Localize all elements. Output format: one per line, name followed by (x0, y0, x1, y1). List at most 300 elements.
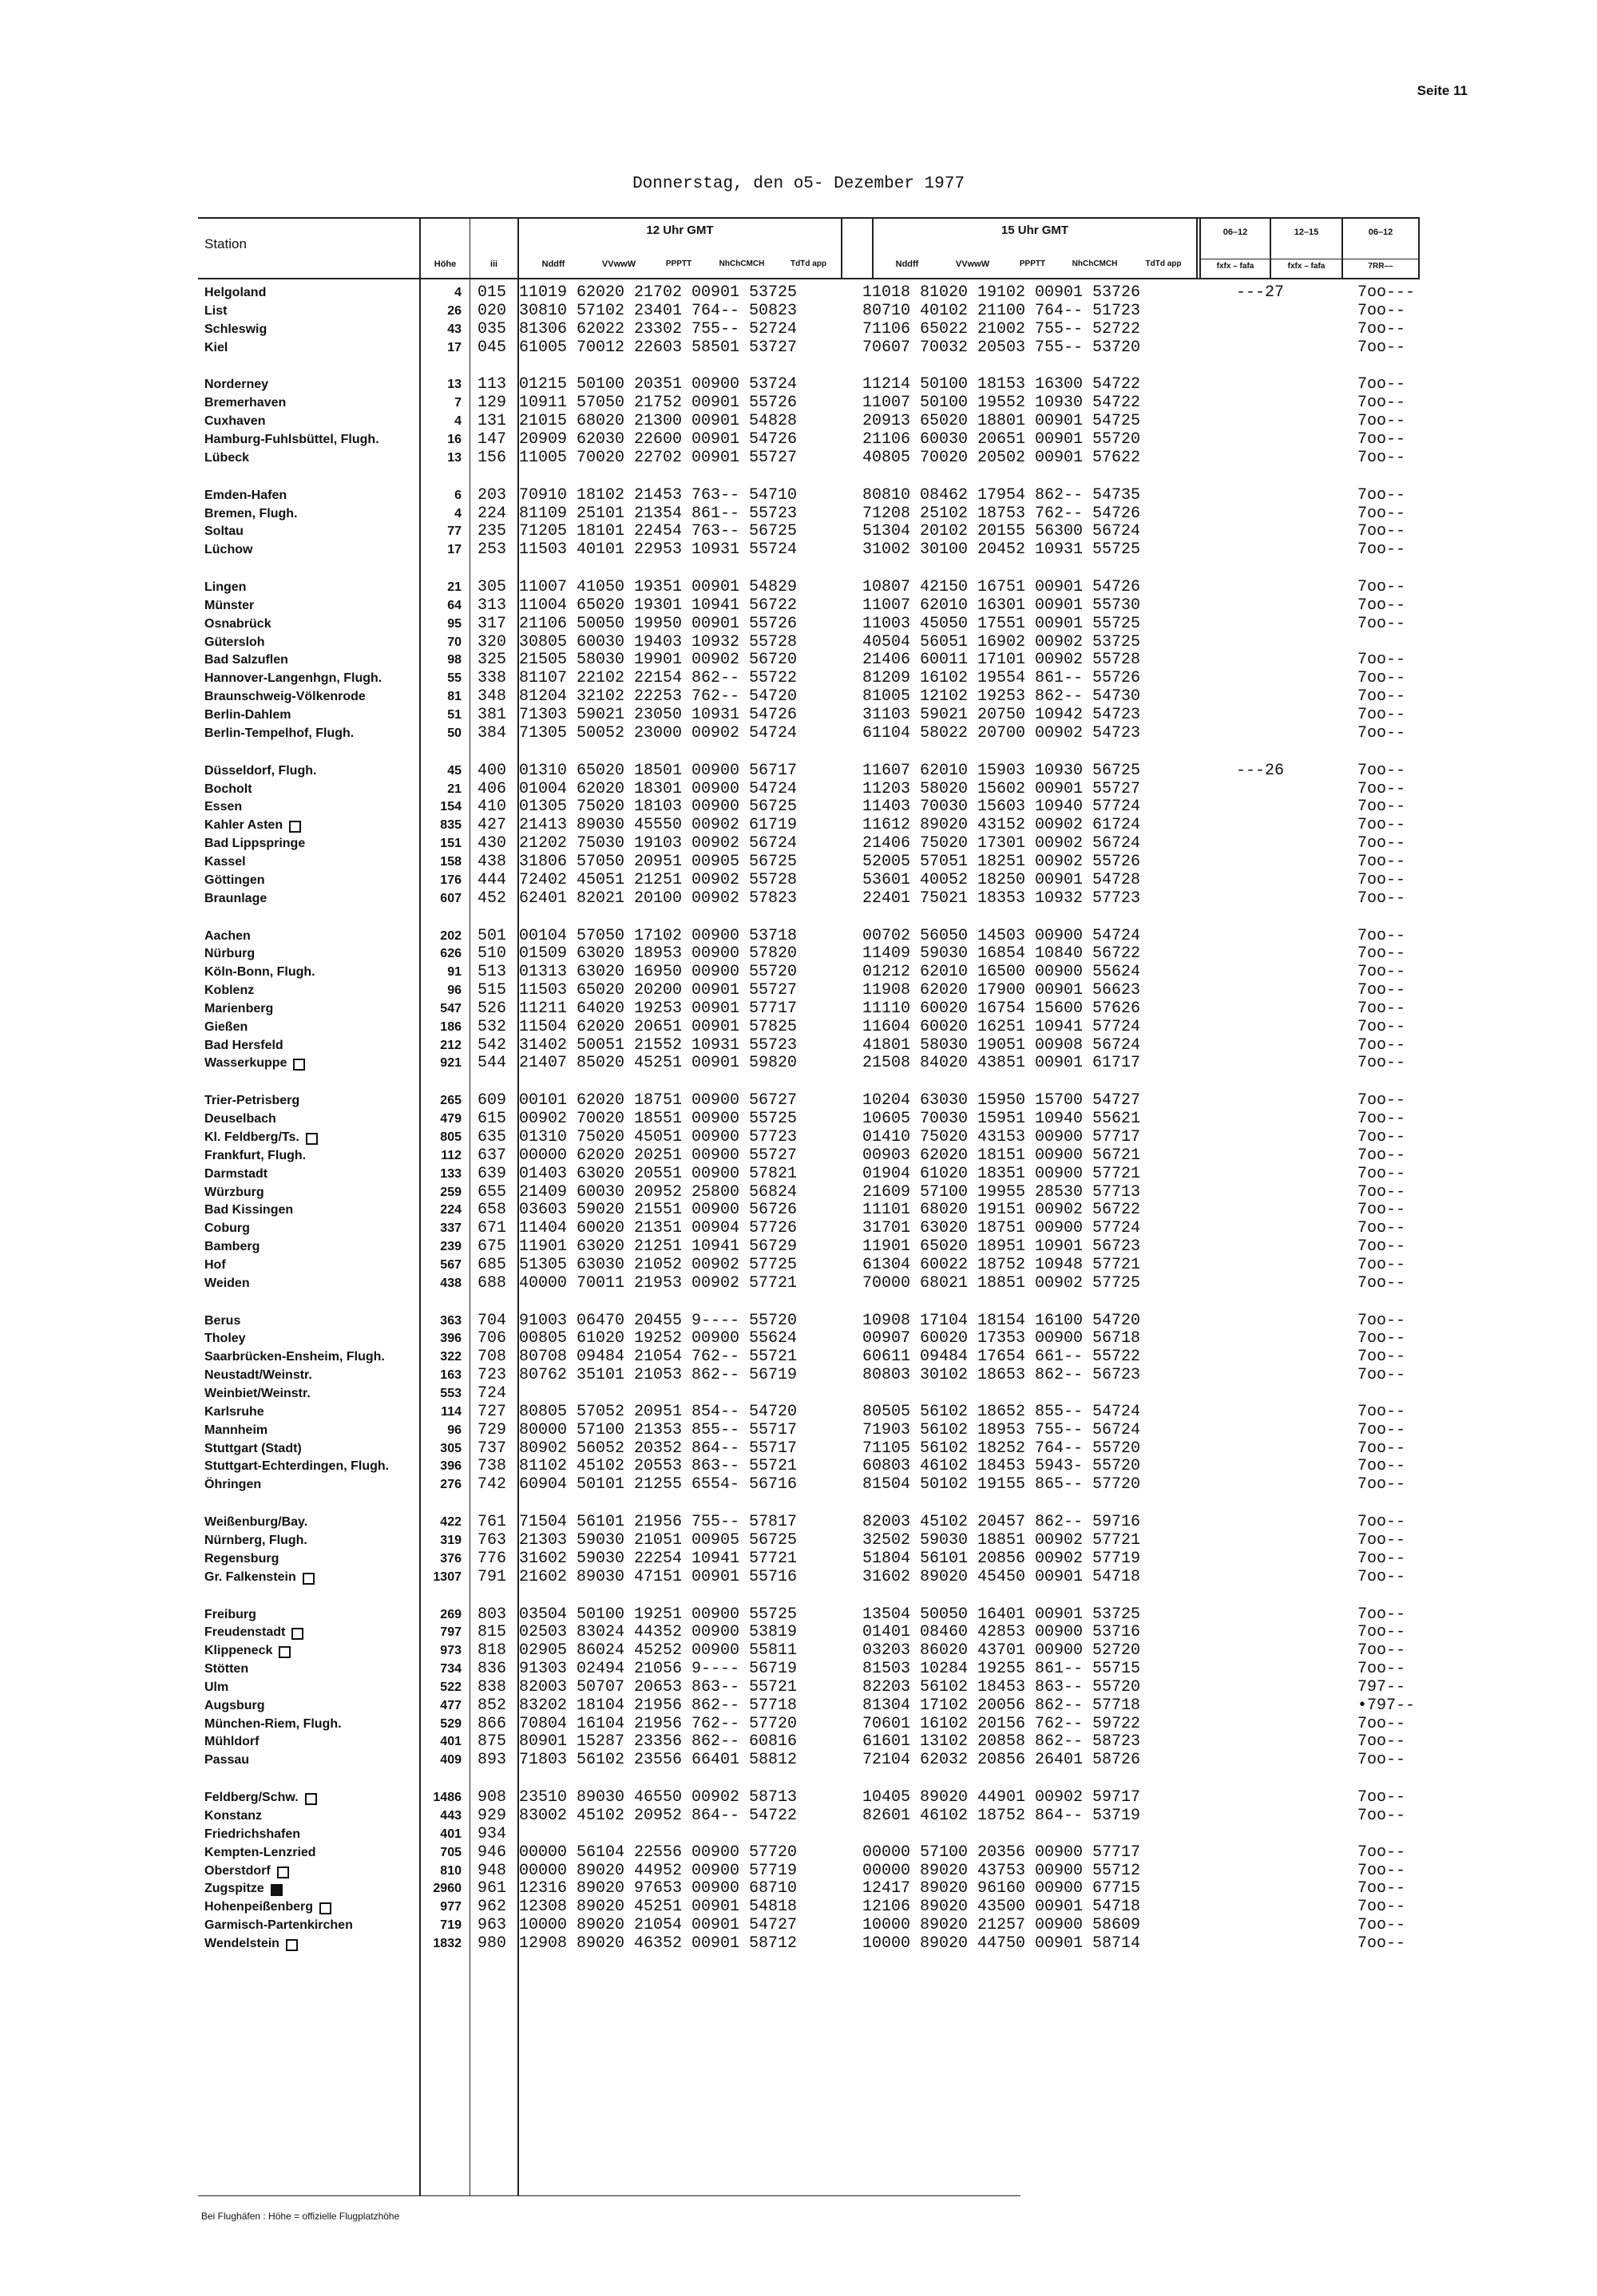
rr-06-12: 7oo-- (1357, 1091, 1406, 1110)
station-id: 384 (478, 724, 507, 742)
header-td-15: TdTd app (1145, 259, 1182, 268)
obs-15-uhr: 01212 62010 16500 00900 55624 (862, 963, 1141, 981)
station-height: 363 (440, 1314, 462, 1328)
obs-15-uhr: 31602 89020 45450 00901 54718 (862, 1568, 1141, 1586)
obs-15-uhr: 11908 62020 17900 00901 56623 (862, 981, 1141, 1000)
table-row (0, 1037, 1597, 1055)
rr-06-12: 7oo-- (1357, 1219, 1406, 1237)
obs-15-uhr: 00000 57100 20356 00900 57717 (862, 1843, 1141, 1862)
table-row (0, 1569, 1597, 1586)
station-name: Kiel (204, 341, 228, 354)
station-id: 400 (478, 762, 507, 780)
station-name: Braunlage (204, 892, 267, 905)
station-id: 866 (478, 1715, 507, 1733)
rr-06-12: 7oo-- (1357, 302, 1406, 320)
station-name: Karlsruhe (204, 1405, 264, 1419)
rr-06-12: 7oo-- (1357, 1036, 1406, 1055)
rr-06-12: 7oo-- (1357, 394, 1406, 412)
obs-12-uhr: 23510 89030 46550 00902 58713 (519, 1788, 798, 1807)
obs-12-uhr: 31806 57050 20951 00905 56725 (519, 853, 798, 871)
station-name: Frankfurt, Flugh. (204, 1149, 307, 1162)
obs-15-uhr: 10807 42150 16751 00901 54726 (862, 578, 1141, 596)
station-name: Deuselbach (204, 1112, 276, 1126)
rr-06-12: 7oo-- (1357, 1475, 1406, 1494)
rr-06-12: 7oo-- (1357, 578, 1406, 596)
rr-06-12: 7oo--- (1357, 283, 1416, 302)
station-height: 4 (454, 286, 462, 299)
obs-12-uhr: 21106 50050 19950 00901 55726 (519, 615, 798, 633)
rr-06-12: 7oo-- (1357, 1660, 1406, 1678)
rr-06-12: 7oo-- (1357, 1128, 1406, 1146)
obs-15-uhr: 82003 45102 20457 862-- 59716 (862, 1513, 1141, 1531)
obs-15-uhr: 70601 16102 20156 762-- 59722 (862, 1715, 1141, 1733)
obs-15-uhr: 01410 75020 43153 00900 57717 (862, 1128, 1141, 1146)
station-height: 322 (440, 1350, 462, 1364)
table-row (0, 1532, 1597, 1550)
station-id: 761 (478, 1513, 507, 1531)
obs-15-uhr: 10605 70030 15951 10940 55621 (862, 1110, 1141, 1128)
rr-06-12: 7oo-- (1357, 1732, 1406, 1751)
station-height: 337 (440, 1221, 462, 1235)
rr-06-12: 7oo-- (1357, 1807, 1406, 1825)
table-row (0, 1019, 1597, 1036)
station-id: 515 (478, 981, 507, 1000)
station-height: 705 (440, 1846, 462, 1859)
station-height: 158 (440, 855, 462, 869)
station-name: Berus (204, 1314, 241, 1328)
obs-12-uhr: 81109 25101 21354 861-- 55723 (519, 505, 798, 523)
rr-06-12: 7oo-- (1357, 1605, 1406, 1624)
rr-06-12: 7oo-- (1357, 412, 1406, 430)
table-row (0, 1201, 1597, 1219)
station-height: 409 (440, 1753, 462, 1767)
station-name: Würzburg (204, 1186, 264, 1199)
station-name: Gr. Falkenstein (204, 1570, 296, 1584)
obs-15-uhr: 12106 89020 43500 00901 54718 (862, 1898, 1141, 1916)
rr-06-12: 7oo-- (1357, 1715, 1406, 1733)
obs-15-uhr: 11403 70030 15603 10940 57724 (862, 798, 1141, 816)
rr-06-12: 7oo-- (1357, 1329, 1406, 1348)
obs-15-uhr: 01401 08460 42853 00900 53716 (862, 1623, 1141, 1641)
page-number: Seite 11 (1417, 83, 1468, 98)
station-height: 154 (440, 800, 462, 813)
obs-15-uhr: 40805 70020 20502 00901 57622 (862, 449, 1141, 467)
station-height: 547 (440, 1002, 462, 1015)
obs-12-uhr: 21413 89030 45550 00902 61719 (519, 816, 798, 834)
station-height: 95 (447, 617, 462, 631)
table-row (0, 523, 1597, 540)
open-square-icon (277, 1866, 289, 1878)
station-name: Freiburg (204, 1608, 256, 1621)
rr-06-12: 7oo-- (1357, 724, 1406, 742)
rr-06-12: 7oo-- (1357, 963, 1406, 981)
station-name: Nürnberg, Flugh. (204, 1534, 307, 1547)
station-name: Wasserkuppe (204, 1056, 287, 1070)
table-row (0, 835, 1597, 853)
obs-12-uhr: 01305 75020 18103 00900 56725 (519, 798, 798, 816)
station-id: 776 (478, 1550, 507, 1568)
table-row (0, 579, 1597, 596)
obs-12-uhr: 83202 18104 21956 862-- 57718 (519, 1696, 798, 1715)
obs-12-uhr: 00902 70020 18551 00900 55725 (519, 1110, 798, 1128)
header-hoehe: Höhe (434, 259, 457, 269)
obs-12-uhr: 11005 70020 22702 00901 55727 (519, 449, 798, 467)
obs-15-uhr: 11612 89020 43152 00902 61724 (862, 816, 1141, 834)
rr-06-12: 7oo-- (1357, 1018, 1406, 1036)
station-id: 427 (478, 816, 507, 834)
station-height: 64 (447, 599, 462, 612)
rr-06-12: 7oo-- (1357, 1916, 1406, 1934)
station-height: 269 (440, 1608, 462, 1621)
obs-12-uhr: 62401 82021 20100 00902 57823 (519, 889, 798, 908)
station-name: Freudenstadt (204, 1625, 286, 1639)
station-name: Mühldorf (204, 1735, 260, 1748)
obs-15-uhr: 10204 63030 15950 15700 54727 (862, 1091, 1141, 1110)
station-height: 977 (440, 1900, 462, 1914)
obs-12-uhr: 21015 68020 21300 00901 54828 (519, 412, 798, 430)
obs-15-uhr: 72104 62032 20856 26401 58726 (862, 1751, 1141, 1769)
obs-15-uhr: 81005 12102 19253 862-- 54730 (862, 687, 1141, 706)
table-row (0, 339, 1597, 357)
rr-06-12: 7oo-- (1357, 1366, 1406, 1384)
open-square-icon (306, 1133, 318, 1145)
obs-15-uhr: 80710 40102 21100 764-- 51723 (862, 302, 1141, 320)
obs-15-uhr: 21106 60030 20651 00901 55720 (862, 430, 1141, 449)
table-row (0, 1807, 1597, 1825)
obs-15-uhr: 31103 59021 20750 10942 54723 (862, 706, 1141, 724)
obs-15-uhr: 11214 50100 18153 16300 54722 (862, 375, 1141, 394)
station-name: Bamberg (204, 1240, 260, 1253)
station-height: 43 (447, 323, 462, 336)
obs-15-uhr: 00907 60020 17353 00900 56718 (862, 1329, 1141, 1348)
rr-06-12: 7oo-- (1357, 1421, 1406, 1439)
rr-06-12: 7oo-- (1357, 1274, 1406, 1292)
open-square-icon (319, 1902, 331, 1914)
station-id: 020 (478, 302, 507, 320)
rr-06-12: 7oo-- (1357, 540, 1406, 559)
station-id: 803 (478, 1605, 507, 1624)
obs-12-uhr: 31602 59030 22254 10941 57721 (519, 1550, 798, 1568)
obs-15-uhr: 80810 08462 17954 862-- 54735 (862, 486, 1141, 505)
station-name: Mannheim (204, 1423, 268, 1437)
table-row (0, 505, 1597, 523)
station-id: 727 (478, 1403, 507, 1421)
table-row (0, 541, 1597, 559)
table-row (0, 1000, 1597, 1018)
rr-06-12: 7oo-- (1357, 1312, 1406, 1330)
table-row (0, 1917, 1597, 1934)
station-id: 235 (478, 522, 507, 540)
obs-15-uhr: 00903 62020 18151 00900 56721 (862, 1146, 1141, 1165)
station-id: 410 (478, 798, 507, 816)
station-id: 406 (478, 780, 507, 798)
obs-15-uhr: 70607 70032 20503 755-- 53720 (862, 338, 1141, 357)
obs-12-uhr: 60904 50101 21255 6554- 56716 (519, 1475, 798, 1494)
station-id: 338 (478, 669, 507, 687)
obs-12-uhr: 12908 89020 46352 00901 58712 (519, 1934, 798, 1953)
obs-12-uhr: 83002 45102 20952 864-- 54722 (519, 1807, 798, 1825)
station-name: Soltau (204, 525, 244, 538)
station-name: Ulm (204, 1680, 229, 1694)
table-row (0, 1476, 1597, 1494)
obs-15-uhr: 81304 17102 20056 862-- 57718 (862, 1696, 1141, 1715)
station-id: 908 (478, 1788, 507, 1807)
rr-06-12: 7oo-- (1357, 1165, 1406, 1183)
station-id: 724 (478, 1384, 507, 1403)
obs-15-uhr: 21609 57100 19955 28530 57713 (862, 1183, 1141, 1201)
table-row (0, 449, 1597, 467)
table-row (0, 1679, 1597, 1696)
station-height: 55 (447, 671, 462, 685)
station-id: 381 (478, 706, 507, 724)
obs-12-uhr: 61005 70012 22603 58501 53727 (519, 338, 798, 357)
obs-15-uhr: 82203 56102 18453 863-- 55720 (862, 1678, 1141, 1696)
station-height: 973 (440, 1644, 462, 1657)
rr-06-12: 7oo-- (1357, 522, 1406, 540)
station-height: 4 (454, 414, 462, 428)
table-row (0, 431, 1597, 449)
station-name: Münster (204, 599, 255, 612)
station-height: 51 (447, 708, 462, 722)
station-name: Garmisch-Partenkirchen (204, 1918, 353, 1932)
table-row (0, 1330, 1597, 1348)
station-name: Wendelstein (204, 1937, 279, 1950)
obs-12-uhr: 01403 63020 20551 00900 57821 (519, 1165, 798, 1183)
station-name: Trier-Petrisberg (204, 1094, 300, 1107)
station-height: 112 (441, 1149, 462, 1162)
obs-15-uhr: 11409 59030 16854 10840 56722 (862, 944, 1141, 963)
station-height: 7 (454, 396, 462, 410)
station-name: Kassel (204, 855, 246, 869)
page-title: Donnerstag, den o5- Dezember 1977 (632, 175, 965, 193)
station-name: Lübeck (204, 451, 250, 465)
obs-15-uhr: 13504 50050 16401 00901 53725 (862, 1605, 1141, 1624)
station-height: 6 (454, 489, 462, 502)
table-row (0, 817, 1597, 834)
station-height: 305 (440, 1442, 462, 1455)
station-name: Neustadt/Weinstr. (204, 1368, 312, 1382)
station-height: 396 (440, 1459, 462, 1473)
header-15-uhr: 15 Uhr GMT (1001, 224, 1069, 237)
obs-12-uhr: 12308 89020 45251 00901 54818 (519, 1898, 798, 1916)
station-height: 98 (447, 653, 462, 667)
station-height: 91 (447, 965, 462, 979)
table-row (0, 1606, 1597, 1624)
station-name: Kl. Feldberg/Ts. (204, 1130, 299, 1144)
obs-15-uhr: 11110 60020 16754 15600 57626 (862, 1000, 1141, 1018)
rr-06-12: 7oo-- (1357, 1862, 1406, 1880)
table-row (0, 853, 1597, 871)
obs-12-uhr: 21602 89030 47151 00901 55716 (519, 1568, 798, 1586)
obs-15-uhr: 81504 50102 19155 865-- 57720 (862, 1475, 1141, 1494)
obs-15-uhr: 11607 62010 15903 10930 56725 (862, 762, 1141, 780)
rr-06-12: 7oo-- (1357, 1201, 1406, 1219)
station-name: Norderney (204, 378, 269, 391)
obs-12-uhr: 21409 60030 20952 25800 56824 (519, 1183, 798, 1201)
table-row (0, 964, 1597, 981)
rr-06-12: 7oo-- (1357, 1550, 1406, 1568)
station-id: 852 (478, 1696, 507, 1715)
station-height: 17 (447, 543, 462, 556)
table-row (0, 945, 1597, 963)
obs-15-uhr: 71105 56102 18252 764-- 55720 (862, 1439, 1141, 1458)
grid-line (198, 2195, 1020, 2196)
table-row (0, 1220, 1597, 1237)
station-name: Marienberg (204, 1002, 274, 1015)
station-name: Hohenpeißenberg (204, 1900, 314, 1914)
grid-line (198, 217, 1420, 219)
station-id: 737 (478, 1439, 507, 1458)
obs-12-uhr: 71504 56101 21956 755-- 57817 (519, 1513, 798, 1531)
station-id: 815 (478, 1623, 507, 1641)
station-name: Stuttgart-Echterdingen, Flugh. (204, 1459, 390, 1473)
obs-12-uhr: 00000 89020 44952 00900 57719 (519, 1862, 798, 1880)
obs-12-uhr: 71205 18101 22454 763-- 56725 (519, 522, 798, 540)
station-name: Bremen, Flugh. (204, 507, 298, 521)
obs-15-uhr: 71208 25102 18753 762-- 54726 (862, 505, 1141, 523)
table-row (0, 1826, 1597, 1843)
rr-06-12: 7oo-- (1357, 871, 1406, 889)
obs-12-uhr: 82003 50707 20653 863-- 55721 (519, 1678, 798, 1696)
station-height: 422 (440, 1515, 462, 1529)
table-row (0, 1880, 1597, 1898)
obs-12-uhr: 81102 45102 20553 863-- 55721 (519, 1457, 798, 1475)
station-height: 401 (440, 1735, 462, 1748)
obs-12-uhr: 00104 57050 17102 00900 53718 (519, 927, 798, 945)
station-height: 133 (440, 1167, 462, 1181)
station-height: 186 (440, 1020, 462, 1034)
table-row (0, 798, 1597, 816)
obs-15-uhr: 21508 84020 43851 00901 61717 (862, 1054, 1141, 1072)
obs-15-uhr: 32502 59030 18851 00902 57721 (862, 1531, 1141, 1550)
station-id: 526 (478, 1000, 507, 1018)
station-id: 156 (478, 449, 507, 467)
obs-12-uhr: 70804 16104 21956 762-- 57720 (519, 1715, 798, 1733)
station-id: 688 (478, 1274, 507, 1292)
station-id: 763 (478, 1531, 507, 1550)
station-name: Bocholt (204, 782, 252, 796)
station-id: 430 (478, 834, 507, 853)
station-height: 13 (447, 378, 462, 391)
station-name: Hof (204, 1258, 226, 1272)
obs-12-uhr: 01313 63020 16950 00900 55720 (519, 963, 798, 981)
station-id: 838 (478, 1678, 507, 1696)
station-height: 443 (440, 1809, 462, 1823)
obs-15-uhr: 11203 58020 15602 00901 55727 (862, 780, 1141, 798)
station-id: 818 (478, 1641, 507, 1660)
rr-06-12: 7oo-- (1357, 1623, 1406, 1641)
obs-15-uhr: 53601 40052 18250 00901 54728 (862, 871, 1141, 889)
station-name: Augsburg (204, 1699, 265, 1712)
station-id: 452 (478, 889, 507, 908)
station-name: Helgoland (204, 286, 267, 299)
station-height: 259 (440, 1186, 462, 1199)
station-name: Feldberg/Schw. (204, 1791, 299, 1804)
table-row (0, 1550, 1597, 1568)
obs-12-uhr: 80901 15287 23356 862-- 60816 (519, 1732, 798, 1751)
rr-06-12: 7oo-- (1357, 505, 1406, 523)
obs-12-uhr: 11019 62020 21702 00901 53725 (519, 283, 798, 302)
obs-15-uhr: 03203 86020 43701 00900 52720 (862, 1641, 1141, 1660)
station-height: 70 (447, 635, 462, 649)
station-id: 655 (478, 1183, 507, 1201)
table-row (0, 1642, 1597, 1660)
station-name: Bremerhaven (204, 396, 287, 410)
station-height: 202 (440, 929, 462, 943)
obs-12-uhr: 80000 57100 21353 855-- 55717 (519, 1421, 798, 1439)
station-id: 438 (478, 853, 507, 871)
station-height: 45 (447, 764, 462, 778)
obs-15-uhr: 82601 46102 18752 864-- 53719 (862, 1807, 1141, 1825)
open-square-icon (303, 1573, 315, 1585)
table-row (0, 707, 1597, 724)
obs-15-uhr: 11604 60020 16251 10941 57724 (862, 1018, 1141, 1036)
station-id: 658 (478, 1201, 507, 1219)
obs-12-uhr: 80902 56052 20352 864-- 55717 (519, 1439, 798, 1458)
header-td-12: TdTd app (791, 259, 826, 268)
station-height: 810 (440, 1864, 462, 1878)
station-height: 438 (440, 1277, 462, 1290)
open-square-icon (293, 1059, 305, 1071)
header-pppt-12: PPPTT (665, 259, 692, 268)
station-id: 980 (478, 1934, 507, 1953)
rr-06-12: 7oo-- (1357, 927, 1406, 945)
open-square-icon (291, 1628, 303, 1640)
station-height: 522 (440, 1680, 462, 1694)
obs-15-uhr: 61104 58022 20700 00902 54723 (862, 724, 1141, 742)
obs-12-uhr: 12316 89020 97653 00900 68710 (519, 1879, 798, 1898)
station-id: 253 (478, 540, 507, 559)
obs-12-uhr: 81107 22102 22154 862-- 55722 (519, 669, 798, 687)
obs-12-uhr: 81306 62022 23302 755-- 52724 (519, 320, 798, 338)
footnote: Bei Flughäfen : Höhe = offizielle Flugplatzhöhe (201, 2211, 400, 2222)
obs-12-uhr: 30805 60030 19403 10932 55728 (519, 633, 798, 651)
table-row (0, 781, 1597, 798)
station-id: 513 (478, 963, 507, 981)
rr-06-12: 7oo-- (1357, 1788, 1406, 1807)
header-range-1: 06–12 (1223, 228, 1248, 237)
obs-12-uhr: 70910 18102 21453 763-- 54710 (519, 486, 798, 505)
table-row (0, 1514, 1597, 1531)
obs-12-uhr: 11504 62020 20651 00901 57825 (519, 1018, 798, 1036)
header-vvwww-15: VVwwW (955, 259, 990, 269)
station-height: 805 (440, 1130, 462, 1144)
obs-12-uhr: 11211 64020 19253 00901 57717 (519, 1000, 798, 1018)
station-name: Konstanz (204, 1809, 262, 1823)
table-row (0, 1312, 1597, 1330)
open-square-icon (279, 1646, 291, 1658)
obs-15-uhr: 21406 60011 17101 00902 55728 (862, 651, 1141, 669)
station-name: Stötten (204, 1662, 249, 1676)
station-name: Weinbiet/Weinstr. (204, 1387, 311, 1400)
station-id: 961 (478, 1879, 507, 1898)
table-row (0, 1458, 1597, 1475)
station-name: List (204, 304, 228, 318)
table-row (0, 1092, 1597, 1110)
rr-06-12: 7oo-- (1357, 889, 1406, 908)
station-id: 147 (478, 430, 507, 449)
station-id: 015 (478, 283, 507, 302)
obs-15-uhr: 10405 89020 44901 00902 59717 (862, 1788, 1141, 1807)
table-row (0, 1935, 1597, 1953)
station-id: 615 (478, 1110, 507, 1128)
obs-12-uhr: 80762 35101 21053 862-- 56719 (519, 1366, 798, 1384)
station-height: 396 (440, 1332, 462, 1345)
station-name: Öhringen (204, 1478, 262, 1491)
obs-12-uhr: 11004 65020 19301 10941 56722 (519, 596, 798, 615)
obs-12-uhr: 71305 50052 23000 00902 54724 (519, 724, 798, 742)
obs-15-uhr: 60611 09484 17654 661-- 55722 (862, 1348, 1141, 1366)
